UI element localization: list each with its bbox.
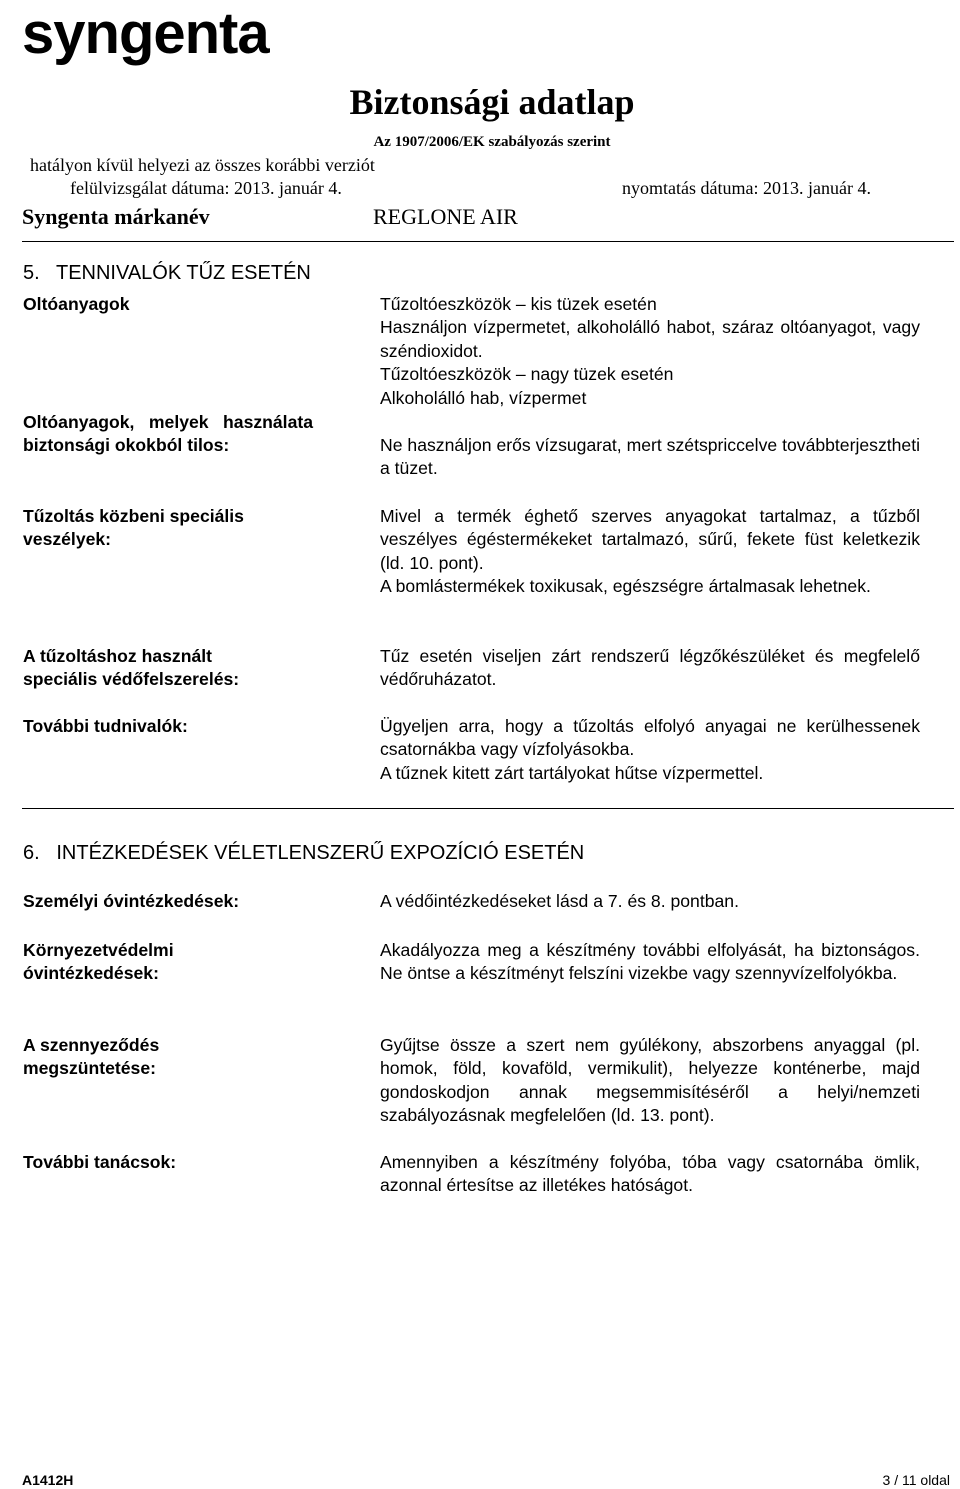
text-extinguishing-media bbox=[380, 293, 920, 410]
text-line: Mivel a termék éghető szerves anyagokat tartalmaz, a tűzből veszélyes égéstermékeket tartalmazó, sűrű, fekete füst keletkezik (ld. 10. pont). bbox=[380, 506, 920, 573]
brand-label: Syngenta márkanév bbox=[22, 204, 210, 229]
label-special-hazards: Tűzoltás közbeni speciális veszélyek: bbox=[23, 506, 244, 550]
label-extinguishing-media: Oltóanyagok bbox=[23, 294, 130, 314]
text-line: Akadályozza meg a készítmény további elfolyását, ha biztonságos. Ne öntse a készítményt felszíni vizekbe vagy szennyvízelfolyókba. bbox=[380, 940, 920, 984]
text-line: Amennyiben a készítmény folyóba, tóba vagy csatornába ömlik, azonnal értesítse az illetékes hatóságot. bbox=[380, 1152, 920, 1196]
text-line: A bomlástermékek toxikusak, egészségre ártalmasak lehetnek. bbox=[380, 576, 871, 597]
label-personal-precautions: Személyi óvintézkedések: bbox=[23, 891, 240, 911]
text-line: Használjon vízpermetet, alkoholálló habot, száraz oltóanyagot, vagy széndioxidot. bbox=[380, 317, 920, 361]
text-line: Ne használjon erős vízsugarat, mert szétspriccelve továbbterjesztheti a tüzet. bbox=[380, 435, 920, 479]
section-5-title: 5. TENNIVALÓK TŰZ ESETÉN bbox=[23, 262, 311, 284]
document-title: Biztonsági adatlap bbox=[349, 82, 635, 122]
section-6-title: 6. INTÉZKEDÉSEK VÉLETLENSZERŰ EXPOZÍCIÓ ESETÉN bbox=[23, 842, 585, 864]
text-cleanup-methods bbox=[380, 1034, 920, 1128]
supersedes-note: hatályon kívül helyezi az összes korábbi verziót bbox=[30, 155, 375, 175]
text-personal-precautions bbox=[380, 890, 920, 913]
text-line: A védőintézkedéseket lásd a 7. és 8. pontban. bbox=[380, 891, 739, 911]
print-date: nyomtatás dátuma: 2013. január 4. bbox=[622, 178, 871, 198]
section-divider bbox=[22, 808, 954, 809]
text-line: A tűznek kitett zárt tartályokat hűtse vízpermettel. bbox=[380, 762, 764, 783]
text-line: Tűz esetén viseljen zárt rendszerű légzőkészüléket és megfelelő védőruházatot. bbox=[380, 646, 920, 690]
label-protective-equipment: A tűzoltáshoz használt speciális védőfelszerelés: bbox=[23, 646, 240, 690]
text-special-hazards bbox=[380, 505, 920, 599]
label-unsuitable-media: Oltóanyagok, melyek használata biztonsági okokból tilos: bbox=[23, 412, 313, 456]
text-additional-advice bbox=[380, 1151, 920, 1198]
syngenta-logo: syngenta bbox=[22, 1, 269, 66]
page-number: 3 / 11 oldal bbox=[882, 1472, 950, 1488]
brand-name: REGLONE AIR bbox=[373, 204, 518, 229]
document-code: A1412H bbox=[22, 1472, 74, 1488]
header-divider bbox=[22, 241, 954, 242]
text-line: Ügyeljen arra, hogy a tűzoltás elfolyó anyagai ne kerülhessenek csatornákba vagy vízfolyásokba. bbox=[380, 716, 920, 760]
text-line: Tűzoltóeszközök – nagy tüzek esetén bbox=[380, 364, 674, 385]
text-further-info bbox=[380, 715, 920, 785]
label-additional-advice: További tanácsok: bbox=[23, 1152, 177, 1172]
text-line: Gyűjtse össze a szert nem gyúlékony, abszorbens anyaggal (pl. homok, föld, kovaföld, vermikulit), helyezze konténerbe, majd gondoskodjon annak megsemmisítéséről a helyi/nemzeti szabályozásnak megfelelően (ld. 13. pont). bbox=[380, 1035, 920, 1126]
text-unsuitable-media bbox=[380, 434, 920, 481]
revision-date: felülvizsgálat dátuma: 2013. január 4. bbox=[70, 178, 342, 198]
text-protective-equipment bbox=[380, 645, 920, 692]
regulation-reference: Az 1907/2006/EK szabályozás szerint bbox=[373, 134, 611, 150]
text-environmental-precautions bbox=[380, 939, 920, 986]
text-line: Alkoholálló hab, vízpermet bbox=[380, 387, 587, 408]
label-environmental-precautions: Környezetvédelmi óvintézkedések: bbox=[23, 940, 174, 984]
label-further-info: További tudnivalók: bbox=[23, 716, 188, 736]
text-line: Tűzoltóeszközök – kis tüzek esetén bbox=[380, 294, 657, 314]
label-cleanup-methods: A szennyeződés megszüntetése: bbox=[23, 1035, 160, 1079]
